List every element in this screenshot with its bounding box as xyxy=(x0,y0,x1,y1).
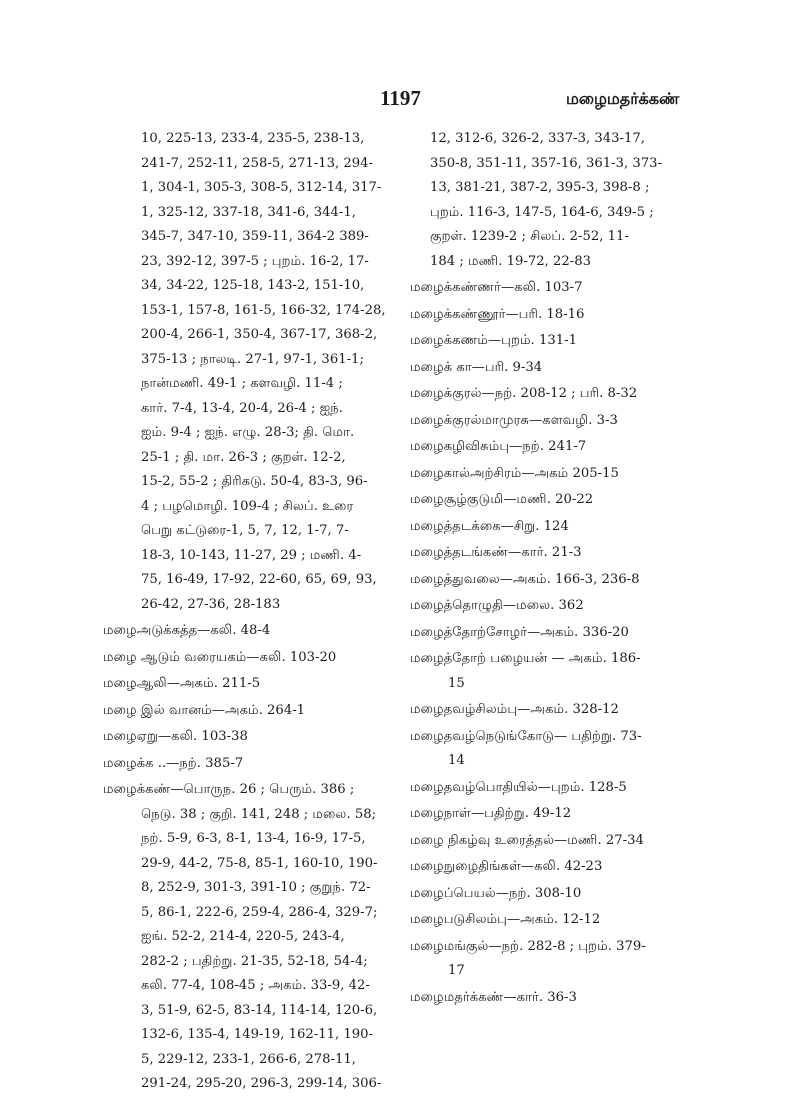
left-continuation-line: ஐம். 9-4 ; ஐந். எழு. 28-3; தி. மொ. xyxy=(141,425,355,440)
left-continuation-line: 1, 325-12, 337-18, 341-6, 344-1, xyxy=(141,204,356,220)
index-entry-headword-line: மழைக் கா—பரி. 9-34 xyxy=(410,359,543,375)
index-entry-headword-line: மழைகால்அற்சிரம்—அகம் 205-15 xyxy=(410,465,619,481)
index-entry xyxy=(103,699,393,724)
index-entry-continuation-line: 8, 252-9, 301-3, 391-10 ; குறுந். 72- xyxy=(141,880,371,895)
index-entry-continuation-line: ஐங். 52-2, 214-4, 220-5, 243-4, xyxy=(141,929,345,944)
index-entry xyxy=(410,855,710,880)
index-entry-headword-line: மழைக்கண்ணர்—கலி. 103-7 xyxy=(410,280,583,295)
index-entry-headword-line: மழைக்குரல்—நற். 208-12 ; பரி. 8-32 xyxy=(410,386,638,401)
left-continuation-line: கார். 7-4, 13-4, 20-4, 26-4 ; ஐந். xyxy=(141,400,343,416)
index-entry xyxy=(410,382,710,407)
index-entry-headword-line: மழைஏறு—கலி. 103-38 xyxy=(103,729,248,744)
left-continuation-line: 34, 34-22, 125-18, 143-2, 151-10, xyxy=(141,278,365,293)
index-entry-headword-line: மழைத்துவலை—அகம். 166-3, 236-8 xyxy=(410,571,640,587)
index-entry xyxy=(410,568,710,593)
index-entry-headword-line: மழைக்கண்—பொருந. 26 ; பெரும். 386 ; xyxy=(103,782,355,797)
index-entry xyxy=(103,672,393,697)
index-entry-headword-line: மழைதவழ்நெடுங்கோடு— பதிற்று. 73- xyxy=(410,728,642,744)
index-entry xyxy=(410,698,710,723)
index-entry-headword-line: மழைஆலி—அகம். 211-5 xyxy=(103,676,261,691)
index-entry xyxy=(103,752,393,777)
right-continuation-line: 13, 381-21, 387-2, 395-3, 398-8 ; xyxy=(430,180,650,195)
left-column xyxy=(103,127,393,1097)
index-entry-headword-line: மழைத்தொழுதி—மலை. 362 xyxy=(410,598,584,613)
index-entry xyxy=(103,646,393,671)
index-entry-continuation-line: கலி. 77-4, 108-45 ; அகம். 33-9, 42- xyxy=(141,978,370,993)
index-entry xyxy=(410,882,710,907)
index-entry-headword-line: மழைக்கண்ணூர்—பரி. 18-16 xyxy=(410,306,585,322)
index-entry xyxy=(410,802,710,827)
left-continuation-line: 75, 16-49, 17-92, 22-60, 65, 69, 93, xyxy=(141,572,377,587)
index-entry-headword-line: மழைப்பெயல்—நற். 308-10 xyxy=(410,885,582,901)
index-entry-continuation-line: 14 xyxy=(448,753,465,768)
index-entry-continuation-line: 291-24, 295-20, 296-3, 299-14, 306- xyxy=(141,1076,382,1091)
left-continuation-line: 200-4, 266-1, 350-4, 367-17, 368-2, xyxy=(141,327,378,342)
index-entry-headword-line: மழைநாள்—பதிற்று. 49-12 xyxy=(410,806,572,821)
index-entry-headword-line: மழைதவழ்பொதியில்—புறம். 128-5 xyxy=(410,779,627,795)
index-entry xyxy=(410,776,710,801)
index-entry-headword-line: மழைநுழைதிங்கள்—கலி. 42-23 xyxy=(410,859,603,874)
left-continuation-block xyxy=(103,127,393,617)
left-continuation-line: 10, 225-13, 233-4, 235-5, 238-13, xyxy=(141,131,365,146)
index-entry xyxy=(410,621,710,646)
index-entry-headword-line: மழைமதர்க்கண்—கார். 36-3 xyxy=(410,989,577,1005)
index-entry-headword-line: மழைத்தடங்கண்—கார். 21-3 xyxy=(410,545,582,560)
index-entry xyxy=(410,409,710,434)
left-continuation-line: 15-2, 55-2 ; திரிகடு. 50-4, 83-3, 96- xyxy=(141,474,368,489)
page-number: 1197 xyxy=(380,86,421,110)
index-entry-headword-line: மழைகழிவிசும்பு—நற். 241-7 xyxy=(410,439,587,454)
right-continuation-line: 350-8, 351-11, 357-16, 361-3, 373- xyxy=(430,155,663,171)
index-entry-continuation-line: 17 xyxy=(448,963,465,978)
index-entry-headword-line: மழைத்தோற் பழையன் — அகம். 186- xyxy=(410,651,641,666)
index-entry xyxy=(103,619,393,644)
index-entry-headword-line: மழைபடுசிலம்பு—அகம். 12-12 xyxy=(410,912,601,927)
left-continuation-line: 345-7, 347-10, 359-11, 364-2 389- xyxy=(141,229,369,244)
index-entry xyxy=(410,515,710,540)
left-continuation-line: நான்மணி. 49-1 ; களவழி. 11-4 ; xyxy=(141,376,343,391)
right-continuation-line: 184 ; மணி. 19-72, 22-83 xyxy=(430,253,592,269)
index-entry xyxy=(410,435,710,460)
index-entry-headword-line: மழைமங்குல்—நற். 282-8 ; புறம். 379- xyxy=(410,938,646,954)
index-entry xyxy=(410,725,710,774)
left-continuation-line: 18-3, 10-143, 11-27, 29 ; மணி. 4- xyxy=(141,547,362,563)
index-entry-continuation-line: நற். 5-9, 6-3, 8-1, 13-4, 16-9, 17-5, xyxy=(141,831,366,846)
index-entry xyxy=(410,829,710,854)
index-entry xyxy=(410,462,710,487)
left-continuation-line: பெறு கட்டுரை-1, 5, 7, 12, 1-7, 7- xyxy=(141,523,349,538)
left-continuation-line: 25-1 ; தி. மா. 26-3 ; குறள். 12-2, xyxy=(141,449,346,465)
index-entry-headword-line: மழைத்தோற்சோழர்—அகம். 336-20 xyxy=(410,624,629,640)
index-entry-headword-line: மழைத்தடக்கை—சிறு. 124 xyxy=(410,518,569,534)
index-entry xyxy=(410,303,710,328)
right-entries xyxy=(410,276,710,1010)
index-entry-continuation-line: 3, 51-9, 62-5, 83-14, 114-14, 120-6, xyxy=(141,1002,378,1018)
index-entry-continuation-line: 5, 86-1, 222-6, 259-4, 286-4, 329-7; xyxy=(141,904,378,920)
left-continuation-line: 23, 392-12, 397-5 ; புறம். 16-2, 17- xyxy=(141,253,369,269)
index-entry xyxy=(410,356,710,381)
index-entry-headword-line: மழைதவழ்சிலம்பு—அகம். 328-12 xyxy=(410,702,619,717)
running-head: மழைமதர்க்கண் xyxy=(566,89,680,108)
index-entry-headword-line: மழை நிகழ்வு உரைத்தல்—மணி. 27-34 xyxy=(410,832,644,848)
index-entry xyxy=(103,778,393,1097)
right-continuation-line: குறள். 1239-2 ; சிலப். 2-52, 11- xyxy=(430,229,629,244)
index-entry xyxy=(410,647,710,696)
index-entry xyxy=(410,276,710,301)
left-continuation-line: 153-1, 157-8, 161-5, 166-32, 174-28, xyxy=(141,302,386,318)
left-continuation-line: 4 ; பழமொழி. 109-4 ; சிலப். உரை xyxy=(141,498,354,514)
index-entry-headword-line: மழைக்குரல்மாமுரசு—களவழி. 3-3 xyxy=(410,412,618,428)
right-column xyxy=(410,127,710,1010)
index-entry-continuation-line: 29-9, 44-2, 75-8, 85-1, 160-10, 190- xyxy=(141,855,378,871)
index-entry xyxy=(410,329,710,354)
left-continuation-line: 375-13 ; நாலடி. 27-1, 97-1, 361-1; xyxy=(141,351,364,367)
index-entry xyxy=(410,986,710,1011)
left-entries xyxy=(103,619,393,1097)
index-entry-continuation-line: நெடு. 38 ; குறி. 141, 248 ; மலை. 58; xyxy=(141,806,377,822)
index-entry-continuation-line: 5, 229-12, 233-1, 266-6, 278-11, xyxy=(141,1051,356,1067)
index-entry-headword-line: மழை இல் வானம்—அகம். 264-1 xyxy=(103,702,306,718)
left-continuation-line: 241-7, 252-11, 258-5, 271-13, 294- xyxy=(141,155,374,171)
index-entry xyxy=(410,935,710,984)
index-entry-headword-line: மழைஅடுக்கத்த—கலி. 48-4 xyxy=(103,623,271,638)
index-entry-headword-line: மழைக்கணம்—புறம். 131-1 xyxy=(410,333,577,348)
index-entry-headword-line: மழை ஆடும் வரையகம்—கலி. 103-20 xyxy=(103,649,337,665)
index-entry xyxy=(410,541,710,566)
index-entry-headword-line: மழைசூழ்குடுமி—மணி. 20-22 xyxy=(410,492,594,507)
index-entry-headword-line: மழைக்க ..—நற். 385-7 xyxy=(103,755,244,771)
index-entry-continuation-line: 282-2 ; பதிற்று. 21-35, 52-18, 54-4; xyxy=(141,953,368,969)
right-continuation-line: 12, 312-6, 326-2, 337-3, 343-17, xyxy=(430,131,645,146)
right-continuation-block xyxy=(410,127,710,274)
index-entry-continuation-line: 132-6, 135-4, 149-19, 162-11, 190- xyxy=(141,1027,374,1042)
index-entry xyxy=(103,725,393,750)
left-continuation-line: 26-42, 27-36, 28-183 xyxy=(141,596,281,612)
index-entry xyxy=(410,594,710,619)
right-continuation-line: புறம். 116-3, 147-5, 164-6, 349-5 ; xyxy=(430,204,654,220)
index-entry xyxy=(410,908,710,933)
index-entry xyxy=(410,488,710,513)
index-entry-continuation-line: 15 xyxy=(448,675,465,691)
left-continuation-line: 1, 304-1, 305-3, 308-5, 312-14, 317- xyxy=(141,180,382,195)
